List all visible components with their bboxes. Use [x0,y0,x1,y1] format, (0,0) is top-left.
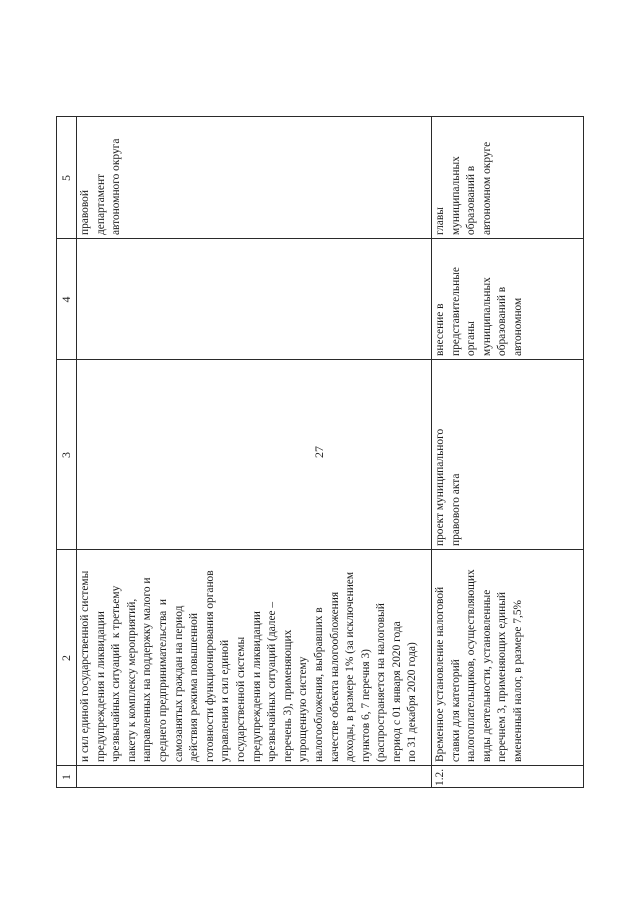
measures-table [56,116,584,788]
table-border-top [56,116,57,788]
page-number: 27 [312,446,326,458]
column-header-2: 2 [59,655,73,661]
row-divider [431,116,432,788]
column-header-3: 3 [59,452,73,458]
column-divider-3 [56,359,584,360]
row-1-2-number: 1.2. [434,768,446,786]
column-header-5: 5 [59,175,73,181]
header-divider [76,116,77,788]
table-border-right [56,116,584,117]
continued-row-responsible: правовой департамент автономного округа [79,138,123,235]
column-header-4: 4 [59,296,73,303]
row-1-2-description: Временное установление налоговой ставки для категорий налогоплательщиков, осуществляющих виды деятельности, установленные перечнем 3, применяющих единый вмененный налог, в размере 7,5% [434,569,524,762]
table-border-bottom [583,116,584,788]
table-border-left [56,787,584,788]
row-1-2-document-type: проект муниципального правового акта [434,428,462,546]
column-divider-1 [56,765,584,766]
row-1-2-responsible: главы муниципальных образований в автономном округе [434,141,493,235]
column-divider-2 [56,549,584,550]
continued-row-description: и сил единой государственной системы предупреждения и ликвидации чрезвычайных ситуаций к третьему пакету к комплексу мероприятий, направленных на поддержку малого и среднего предпринимательства и самозанятых граждан на период действия режима повышенной готовности функционирования органов управления и сил единой государственной системы предупреждения и ликвидации чрезвычайных ситуаций (далее – перечень 3), применяющих упрощенную систему налогообложения, выбравших в качестве объекта налогообложения доходы, в размере 1% (за исключением пунктов 6, 7 перечня 3) (распространяется на налоговый период с 01 января 2020 года по 31 декабря 2020 года) [79,570,419,762]
row-1-2-action: внесение в представительные органы муниципальных образований в автономном [434,267,524,356]
column-header-1: 1 [59,774,73,780]
column-divider-4 [56,238,584,239]
rotated-page [56,116,584,788]
